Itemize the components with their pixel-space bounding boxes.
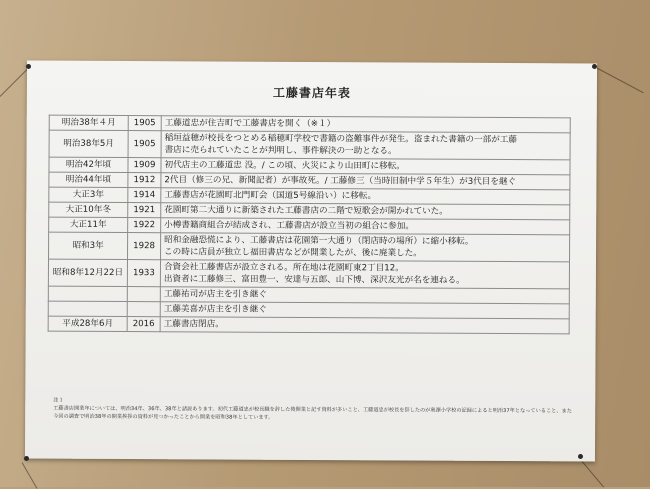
chronology-table bbox=[48, 115, 571, 335]
event-line: 小樽書籍商組合が結成され、工藤書店が設立当初の組合に参加。 bbox=[164, 220, 414, 232]
era-cell: 昭和8年12月22日 bbox=[48, 259, 127, 286]
table-row bbox=[48, 259, 569, 289]
year-cell: 1921 bbox=[128, 203, 161, 218]
year-cell bbox=[127, 302, 160, 317]
era-cell: 大正3年 bbox=[49, 187, 128, 202]
year-cell: 1912 bbox=[128, 173, 161, 188]
era-cell: 大正11年 bbox=[49, 217, 128, 232]
footnote-text: 工藤書店開業年については、明治34年、36年、38年と諸説あります。初代工藤道忠が校長職を辞した後開業と記す資料が多いこと、工藤道忠が校長を辞したのが奥澤小学校の記録によると明治37年となっていること、また今回の調査で明治38年の開業挨拶の資料が見つかったことから開業を昭和38年としています。 bbox=[53, 405, 572, 421]
footnote-heading: 注１ bbox=[53, 397, 64, 404]
era-cell bbox=[48, 301, 127, 316]
event-cell bbox=[161, 233, 570, 262]
year-cell bbox=[127, 287, 160, 302]
event-line: 昭和金融恐慌により、工藤書店は花園第一大通り（閉店時の場所）に縮小移転。 bbox=[164, 235, 474, 247]
era-cell: 明治44年頃 bbox=[49, 172, 128, 187]
year-cell: 1905 bbox=[128, 116, 161, 131]
event-line: 出資者に工藤修三、富田豊一、安達与五郎、山下博、深沢友光が名を連ねる。 bbox=[163, 274, 465, 286]
pushpin bbox=[592, 64, 597, 69]
era-cell: 昭和3年 bbox=[49, 232, 128, 259]
event-line: 初代店主の工藤道忠 没。/ この頃、火災により山田町に移転。 bbox=[164, 160, 405, 172]
event-line: 合資会社工藤書店が設立される。所在地は花園町東2丁目12。 bbox=[163, 262, 404, 274]
event-cell bbox=[161, 131, 570, 160]
era-cell: 平成28年6月 bbox=[48, 316, 127, 331]
table-row bbox=[48, 316, 569, 334]
event-line: 工藤書店閉店。 bbox=[163, 319, 224, 330]
pushpin bbox=[24, 456, 29, 461]
event-line: 工藤書店が花園町北門町会（国道5号線沿い）に移転。 bbox=[164, 190, 377, 202]
year-cell: 1909 bbox=[128, 158, 161, 173]
year-cell: 1933 bbox=[127, 260, 160, 287]
event-line: 工藤美喜が店主を引き継ぐ bbox=[163, 304, 267, 315]
year-cell: 1922 bbox=[128, 218, 161, 233]
era-cell: 明治42年頃 bbox=[49, 157, 128, 172]
era-cell: 明治38年5月 bbox=[49, 130, 128, 157]
footnote bbox=[53, 397, 573, 424]
year-cell: 1914 bbox=[128, 188, 161, 203]
event-line: 2代目（修三の兄、新聞記者）が事故死。/ 工藤修三（当時旧制中学５年生）が3代目を継ぐ bbox=[164, 175, 517, 188]
event-line: 工藤道忠が住吉町で工藤書店を開く（※１） bbox=[164, 118, 336, 130]
chronology-poster bbox=[25, 61, 597, 462]
era-cell: 大正10年冬 bbox=[49, 202, 128, 217]
pushpin bbox=[26, 64, 31, 69]
event-cell bbox=[160, 317, 569, 334]
year-cell: 1905 bbox=[128, 131, 161, 158]
pushpin bbox=[578, 454, 583, 459]
event-line: 書店に売られていたことが判明し、事件解決の一助となる。 bbox=[164, 145, 397, 157]
event-line: 花園町第二大通りに新築された工藤書店の二階で短歌会が開かれていた。 bbox=[164, 205, 448, 217]
event-line: 稲垣益穂が校長をつとめる稲穂町学校で書籍の盗難事件が発生。盗まれた書籍の一部が工藤 bbox=[164, 133, 518, 146]
era-cell: 明治38年４月 bbox=[49, 115, 128, 130]
year-cell: 2016 bbox=[127, 317, 160, 332]
table-row bbox=[49, 232, 570, 262]
poster-title: 工藤書店年表 bbox=[272, 85, 351, 101]
era-cell bbox=[48, 286, 127, 301]
event-cell bbox=[160, 260, 569, 289]
table-row bbox=[49, 130, 570, 160]
event-line: 工藤祐司が店主を引き継ぐ bbox=[163, 289, 267, 300]
event-line: この時に店員が独立し福田書店などが開業したが、後に廃業した。 bbox=[164, 247, 422, 259]
year-cell: 1928 bbox=[128, 233, 161, 260]
